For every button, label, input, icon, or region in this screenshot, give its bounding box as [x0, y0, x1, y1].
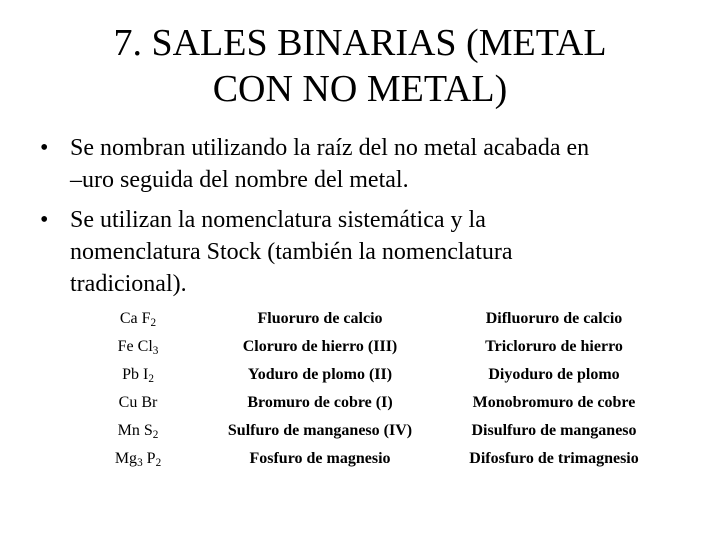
systematic-name: Disulfuro de manganeso	[471, 422, 637, 439]
compound-formula	[88, 365, 188, 385]
stock-name: Fluoruro de calcio	[257, 310, 383, 327]
formula-subscript: 2	[152, 429, 159, 441]
stock-name: Yoduro de plomo (II)	[247, 366, 393, 383]
systematic-name: Difluoruro de calcio	[485, 310, 623, 327]
formula-subscript: 3	[152, 345, 159, 357]
bullet-2-line-1: Se utilizan la nomenclatura sistemática y la	[70, 207, 486, 233]
compound-table	[0, 309, 720, 477]
bullet-1-line-1: Se nombran utilizando la raíz del no metal acabada en	[70, 135, 590, 161]
formula-subscript: 2	[150, 317, 157, 329]
bullet-marker: •	[40, 207, 49, 233]
systematic-name: Difosfuro de trimagnesio	[469, 450, 639, 467]
compound-row	[0, 421, 720, 449]
compound-row	[0, 309, 720, 337]
bullet-marker: •	[40, 135, 49, 161]
compound-formula	[88, 449, 188, 469]
compound-formula	[88, 421, 188, 441]
title-line-1: 7. SALES BINARIAS (METAL	[113, 22, 607, 64]
compound-row	[0, 337, 720, 365]
systematic-name: Monobromuro de cobre	[472, 394, 636, 411]
compound-formula	[88, 337, 188, 357]
bullet-item-2	[40, 204, 670, 300]
bullet-2-line-2: nomenclatura Stock (también la nomenclatura	[70, 239, 513, 265]
compound-row	[0, 365, 720, 393]
formula-symbol: Pb I	[122, 366, 149, 383]
formula-symbol: P	[142, 450, 156, 467]
bullet-list	[40, 132, 670, 308]
formula-symbol: Mn S	[117, 422, 153, 439]
formula-symbol: Fe Cl	[117, 338, 153, 355]
formula-subscript: 2	[155, 457, 162, 469]
formula-subscript: 3	[137, 457, 143, 469]
stock-name: Sulfuro de manganeso (IV)	[227, 422, 413, 439]
stock-name: Cloruro de hierro (III)	[242, 338, 398, 355]
formula-symbol: Ca F	[119, 310, 151, 327]
formula-symbol: Mg	[114, 450, 138, 467]
bullet-item-1	[40, 132, 670, 196]
compound-row	[0, 393, 720, 421]
systematic-name: Tricloruro de hierro	[485, 338, 623, 355]
compound-formula	[88, 309, 188, 329]
stock-name: Bromuro de cobre (I)	[247, 394, 393, 411]
bullet-1-line-2: –uro seguida del nombre del metal.	[70, 167, 409, 193]
formula-subscript: 2	[148, 373, 154, 385]
page-title	[0, 20, 720, 112]
compound-formula	[88, 393, 188, 413]
stock-name: Fosfuro de magnesio	[249, 450, 391, 467]
title-line-2: CON NO METAL)	[212, 68, 508, 110]
systematic-name: Diyoduro de plomo	[488, 366, 620, 383]
formula-symbol: Cu Br	[118, 394, 158, 411]
bullet-2-line-3: tradicional).	[70, 271, 187, 297]
compound-row	[0, 449, 720, 477]
